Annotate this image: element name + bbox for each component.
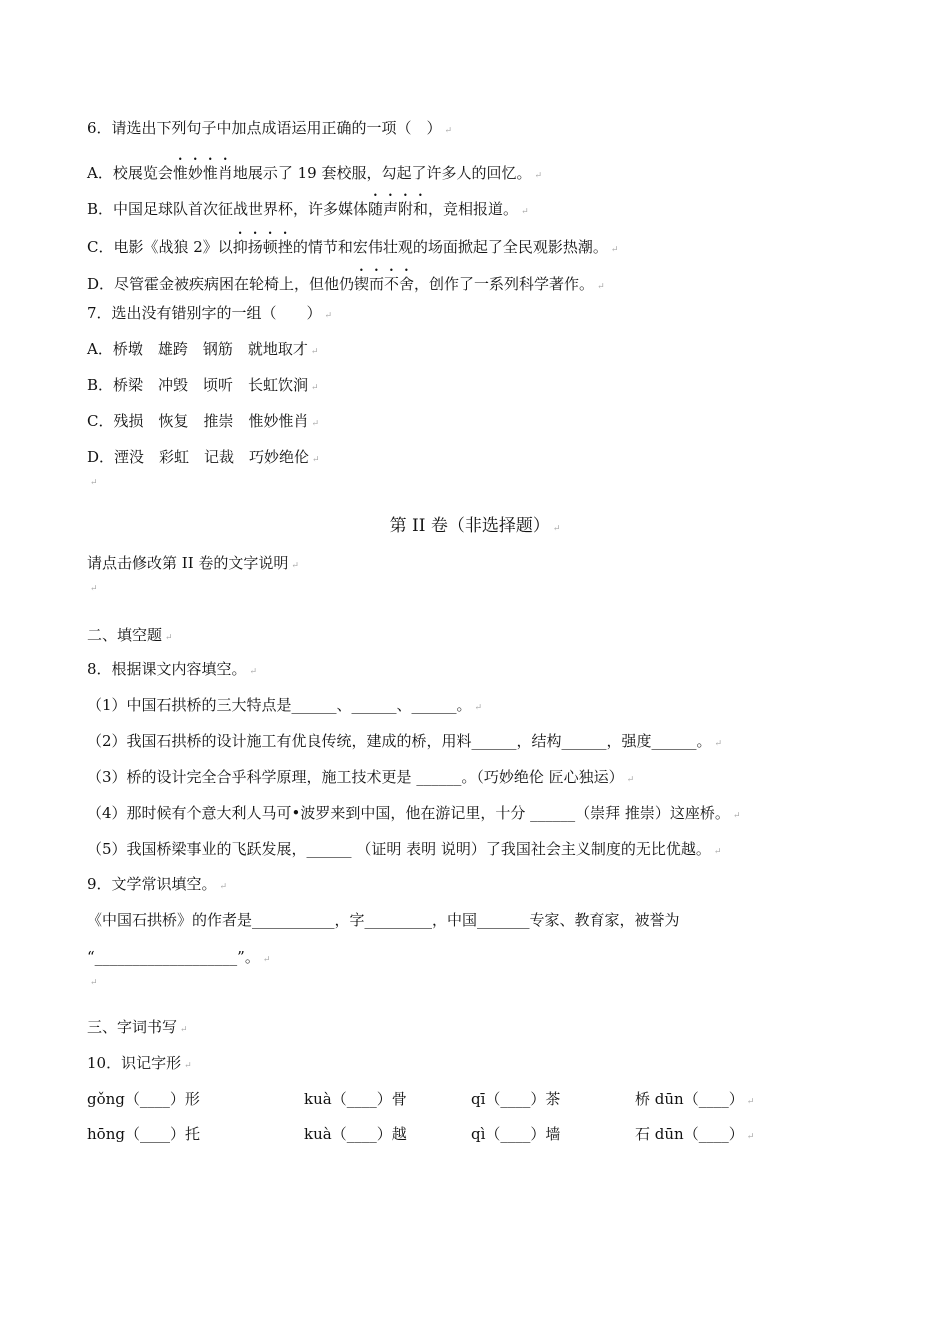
q6-option-b: B．中国足球队首次征战世界杯，许多媒体随声附和，竞相报道。 ↵	[87, 200, 529, 218]
dotted-idiom: 惟妙惟肖	[172, 164, 233, 182]
q10-cell: 石 dūn（____） ↵	[635, 1125, 755, 1143]
dotted-idiom: 锲而不舍	[354, 275, 415, 293]
q8-item-3: （3）桥的设计完全合乎科学原理，施工技术更是 ______。（巧妙绝伦 匠心独运） ↵	[87, 768, 635, 786]
empty-paragraph: ↵	[90, 978, 98, 988]
dotted-idiom: 随声附和	[368, 200, 429, 218]
q7-option-c: C．残损 恢复 推崇 惟妙惟肖 ↵	[87, 412, 320, 430]
q8-item-5: （5）我国桥梁事业的飞跃发展，______ （证明 表明 说明）了我国社会主义制度的无比优越。 ↵	[87, 840, 722, 858]
q9-line-1: 《中国石拱桥》的作者是___________，字_________，中国_______专家、教育家，被誉为	[87, 911, 680, 929]
empty-paragraph: ↵	[90, 478, 98, 488]
q6-stem: 6．请选出下列句子中加点成语运用正确的一项（ ） ↵	[87, 119, 453, 137]
q10-cell: kuà（____）骨	[304, 1090, 407, 1108]
q6-option-a: A．校展览会惟妙惟肖地展示了 19 套校服，勾起了许多人的回忆。 ↵	[87, 164, 543, 182]
q6-option-c: C．电影《战狼 2》以抑扬顿挫的情节和宏伟壮观的场面掀起了全民观影热潮。 ↵	[87, 238, 619, 256]
dotted-idiom: 抑扬顿挫	[232, 238, 293, 256]
q8-item-4: （4）那时候有个意大利人马可•波罗来到中国，他在游记里，十分 ______（崇拜 推崇）这座桥。 ↵	[87, 804, 741, 822]
q7-option-d: D．湮没 彩虹 记裁 巧妙绝伦 ↵	[87, 448, 320, 466]
q6-option-d: D．尽管霍金被疾病困在轮椅上，但他仍锲而不舍，创作了一系列科学著作。 ↵	[87, 275, 605, 293]
q8-stem: 8．根据课文内容填空。 ↵	[87, 660, 258, 678]
section-title: 第 II 卷（非选择题） ↵	[389, 516, 561, 536]
section-note: 请点击修改第 II 卷的文字说明 ↵	[87, 554, 299, 572]
part2-heading: 二、填空题 ↵	[87, 626, 173, 644]
q10-stem: 10．识记字形 ↵	[87, 1054, 192, 1072]
q9-line-2: “___________________”。 ↵	[87, 948, 271, 966]
q10-cell: qī（____）茶	[471, 1090, 561, 1108]
q10-cell: hōng（____）托	[87, 1125, 200, 1143]
q7-option-a: A．桥墩 雄跨 钢筋 就地取才 ↵	[87, 340, 319, 358]
q8-item-1: （1）中国石拱桥的三大特点是______、______、______。 ↵	[87, 696, 483, 714]
q7-stem: 7．选出没有错别字的一组（ ） ↵	[87, 304, 333, 322]
q9-stem: 9．文学常识填空。 ↵	[87, 875, 228, 893]
empty-paragraph: ↵	[90, 584, 98, 594]
q10-cell: gǒng（____）形	[87, 1090, 200, 1108]
q10-cell: kuà（____）越	[304, 1125, 407, 1143]
q10-cell: 桥 dūn（____） ↵	[635, 1090, 755, 1108]
part3-heading: 三、字词书写 ↵	[87, 1018, 188, 1036]
q8-item-2: （2）我国石拱桥的设计施工有优良传统，建成的桥，用料______，结构______，强度______。 ↵	[87, 732, 723, 750]
q10-cell: qì（____）墙	[471, 1125, 561, 1143]
q7-option-b: B．桥梁 冲毁 顷听 长虹饮涧 ↵	[87, 376, 319, 394]
